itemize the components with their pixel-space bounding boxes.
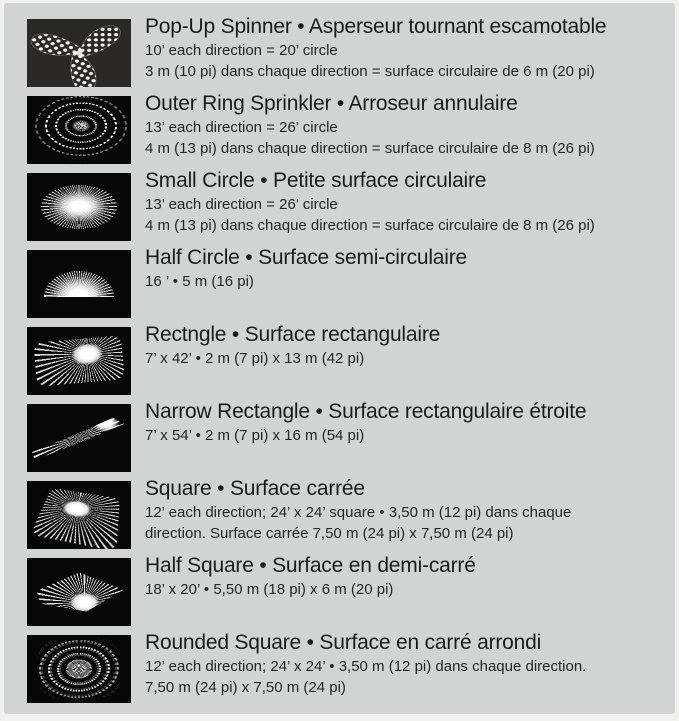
pattern-row-narrow-rectangle [27,400,669,472]
square-pattern-image [27,481,131,549]
pattern-detail-line: 10’ each direction = 20’ circle [145,42,338,59]
half-circle-burst-icon [44,271,114,297]
pattern-detail-line: 3 m (10 pi) dans chaque direction = surface circulaire de 6 m (20 pi) [145,63,595,80]
pattern-text [145,168,595,236]
pattern-detail-line: direction. Surface carrée 7,50 m (24 pi) x 7,50 m (24 pi) [145,525,514,542]
pattern-detail-line: 18’ x 20’ • 5,50 m (18 pi) x 6 m (20 pi) [145,581,394,598]
pattern-title: Rectngle • Surface rectangulaire [145,323,441,346]
spinner-pattern-image [27,19,131,87]
pattern-detail-line: 12’ each direction; 24’ x 24’ square • 3,50 m (12 pi) dans chaque [145,504,572,521]
pattern-detail-line: 7’ x 54’ • 2 m (7 pi) x 16 m (54 pi) [145,427,365,444]
pattern-title: Outer Ring Sprinkler • Arroseur annulaire [145,92,518,115]
pattern-title: Rounded Square • Surface en carré arrondi [145,631,542,654]
pattern-text [145,14,606,82]
pattern-row-small-circle [27,169,669,241]
pattern-text [145,399,586,446]
pattern-row-rectangle [27,323,669,395]
pattern-detail-line: 13’ each direction = 26’ circle [145,196,338,213]
pattern-detail-line: 7’ x 42’ • 2 m (7 pi) x 13 m (42 pi) [145,350,365,367]
pattern-row-half-square [27,554,669,626]
pattern-detail-line: 4 m (13 pi) dans chaque direction = surface circulaire de 8 m (26 pi) [145,217,595,234]
pattern-detail-line: 13’ each direction = 26’ circle [145,119,338,136]
pattern-title: Square • Surface carrée [145,477,365,500]
pattern-title: Narrow Rectangle • Surface rectangulaire étroite [145,400,587,423]
pattern-title: Half Square • Surface en demi-carré [145,554,476,577]
rounded-square-pattern-image [27,635,131,703]
half-square-burst-icon [33,566,125,618]
pattern-detail-line: 7,50 m (24 pi) x 7,50 m (24 pi) [145,679,346,696]
pattern-text [145,245,467,292]
pattern-text [145,91,595,159]
small-circle-pattern-image [27,173,131,241]
pattern-text [145,630,586,698]
spinner-icon [27,19,131,87]
pattern-text [145,553,476,600]
rings-dot-mask [27,96,131,164]
pattern-row-pop-up-spinner [27,15,669,87]
pattern-text [145,476,571,544]
pattern-title: Small Circle • Petite surface circulaire [145,169,487,192]
half-square-pattern-image [27,558,131,626]
square-burst-icon [30,488,120,549]
pattern-title: Pop-Up Spinner • Asperseur tournant escamotable [145,15,607,38]
rectangle-pattern-image [27,327,131,395]
spray-patterns-panel [4,3,675,714]
pattern-row-square [27,477,669,549]
circle-burst-icon [41,185,117,229]
pattern-row-half-circle [27,246,669,318]
pattern-detail-line: 16 ’ • 5 m (16 pi) [145,273,254,290]
narrow-rectangle-pattern-image [27,404,131,472]
pattern-text [145,322,440,369]
outer-ring-pattern-image [27,96,131,164]
pattern-detail-line: 4 m (13 pi) dans chaque direction = surface circulaire de 8 m (26 pi) [145,140,595,157]
pattern-row-rounded-square [27,631,669,703]
bowtie-fan-icon [32,416,126,460]
rectangle-burst-icon [33,335,124,387]
pattern-row-outer-ring [27,92,669,164]
rounded-rings-dot-mask [27,635,131,703]
pattern-title: Half Circle • Surface semi-circulaire [145,246,468,269]
half-circle-pattern-image [27,250,131,318]
pattern-detail-line: 12’ each direction; 24’ x 24’ • 3,50 m (12 pi) dans chaque direction. [145,658,587,675]
